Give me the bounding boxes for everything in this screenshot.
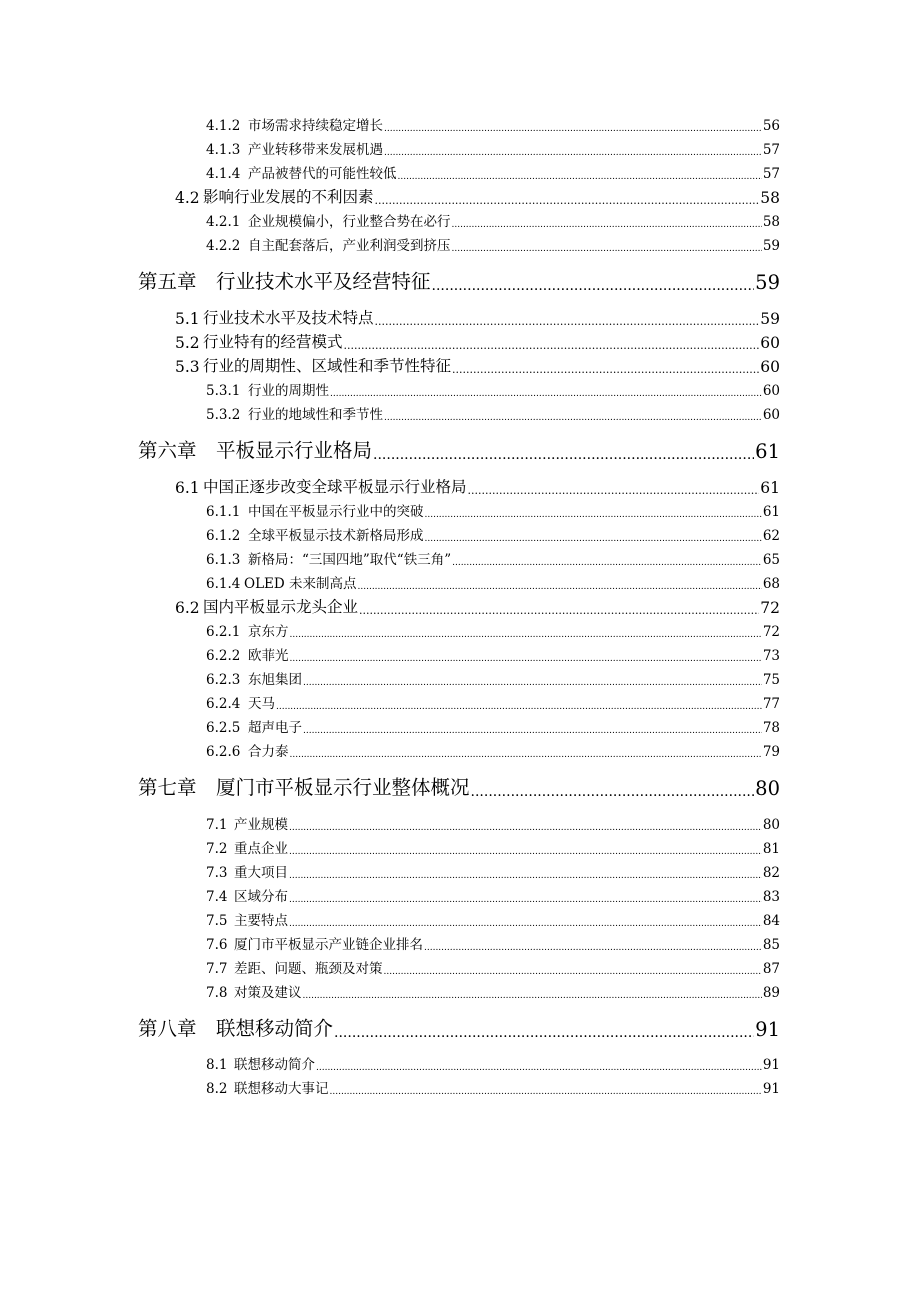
chapter-title: 行业技术水平及经营特征 bbox=[216, 270, 431, 293]
entry-page: 77 bbox=[762, 696, 780, 712]
dot-leader bbox=[452, 358, 759, 376]
entry-number: 4.2 bbox=[175, 189, 200, 207]
toc-chapter-8[interactable] bbox=[138, 1013, 780, 1041]
dot-leader bbox=[425, 528, 762, 544]
toc-chapter-7[interactable] bbox=[138, 772, 780, 800]
entry-number: 7.6 bbox=[206, 937, 228, 953]
chapter-number: 第七章 bbox=[138, 776, 197, 799]
entry-page: 79 bbox=[762, 744, 780, 760]
entry-number: 6.1.3 bbox=[206, 552, 241, 568]
toc-chapter-5[interactable] bbox=[138, 266, 780, 294]
entry-page: 75 bbox=[762, 672, 780, 688]
entry-number: 7.2 bbox=[206, 841, 228, 857]
entry-title: 产业转移带来发展机遇 bbox=[248, 142, 383, 158]
toc-entry-4-2-2[interactable] bbox=[206, 234, 780, 254]
dot-leader bbox=[303, 672, 762, 688]
dot-leader bbox=[290, 744, 762, 760]
entry-number: 4.1.3 bbox=[206, 142, 241, 158]
entry-number: 5.3.1 bbox=[206, 383, 241, 399]
dot-leader bbox=[289, 841, 762, 857]
entry-number: 4.2.1 bbox=[206, 214, 241, 230]
entry-title: 新格局：“三国四地”取代“铁三角” bbox=[248, 552, 452, 568]
entry-number: 6.1.1 bbox=[206, 504, 241, 520]
toc-entry-4-1-3[interactable] bbox=[206, 138, 780, 158]
entry-number: 5.3.2 bbox=[206, 407, 241, 423]
dot-leader bbox=[344, 334, 760, 352]
toc-entry-7-6[interactable] bbox=[206, 933, 780, 953]
dot-leader bbox=[334, 1019, 754, 1041]
entry-title: 全球平板显示技术新格局形成 bbox=[248, 528, 424, 544]
toc-entry-4-2[interactable] bbox=[175, 185, 780, 207]
entry-number: 6.2 bbox=[175, 599, 200, 617]
dot-leader bbox=[384, 142, 762, 158]
entry-title: 国内平板显示龙头企业 bbox=[203, 598, 359, 616]
chapter-title: 平板显示行业格局 bbox=[216, 439, 373, 462]
dot-leader bbox=[384, 407, 762, 423]
entry-title: 对策及建议 bbox=[234, 985, 302, 1001]
dot-leader bbox=[289, 913, 762, 929]
toc-entry-6-2-1[interactable] bbox=[206, 620, 780, 640]
entry-page: 81 bbox=[762, 841, 780, 857]
entry-title: 市场需求持续稳定增长 bbox=[248, 118, 383, 134]
dot-leader bbox=[373, 441, 754, 463]
entry-title: 京东方 bbox=[248, 624, 289, 640]
entry-number: 4.1.4 bbox=[206, 166, 241, 182]
entry-title: 差距、问题、瓶颈及对策 bbox=[234, 961, 383, 977]
entry-title: 区域分布 bbox=[234, 889, 288, 905]
dot-leader bbox=[289, 865, 762, 881]
entry-title: 自主配套落后，产业利润受到挤压 bbox=[248, 238, 451, 254]
dot-leader bbox=[289, 889, 762, 905]
entry-number: 8.2 bbox=[206, 1081, 228, 1097]
entry-number: 6.2.3 bbox=[206, 672, 241, 688]
entry-number: 6.2.5 bbox=[206, 720, 241, 736]
entry-title: 东旭集团 bbox=[248, 672, 302, 688]
dot-leader bbox=[432, 272, 755, 294]
entry-number: 6.2.4 bbox=[206, 696, 241, 712]
entry-page: 60 bbox=[760, 358, 780, 376]
toc-entry-8-1[interactable] bbox=[206, 1053, 780, 1073]
dot-leader bbox=[384, 118, 762, 134]
entry-title: 影响行业发展的不利因素 bbox=[203, 188, 374, 206]
toc-entry-5-2[interactable] bbox=[175, 330, 780, 352]
entry-number: 6.2.6 bbox=[206, 744, 241, 760]
entry-title: 重大项目 bbox=[234, 865, 288, 881]
dot-leader bbox=[452, 214, 762, 230]
entry-title: 联想移动大事记 bbox=[234, 1081, 329, 1097]
entry-title: 企业规模偏小，行业整合势在必行 bbox=[248, 214, 451, 230]
entry-title: 主要特点 bbox=[234, 913, 288, 929]
entry-page: 60 bbox=[762, 407, 780, 423]
entry-page: 85 bbox=[762, 937, 780, 953]
entry-title: 行业的周期性 bbox=[248, 383, 329, 399]
entry-page: 72 bbox=[762, 624, 780, 640]
toc-chapter-6[interactable] bbox=[138, 435, 780, 463]
dot-leader bbox=[398, 166, 762, 182]
toc-entry-7-8[interactable] bbox=[206, 981, 780, 1001]
entry-number: 7.7 bbox=[206, 961, 228, 977]
entry-number: 4.1.2 bbox=[206, 118, 241, 134]
entry-number: 6.2.2 bbox=[206, 648, 241, 664]
entry-number: 5.1 bbox=[175, 310, 200, 328]
toc-entry-7-7[interactable] bbox=[206, 957, 780, 977]
entry-page: 61 bbox=[755, 440, 780, 463]
entry-page: 61 bbox=[762, 504, 780, 520]
dot-leader bbox=[375, 189, 760, 207]
entry-number: 7.3 bbox=[206, 865, 228, 881]
entry-page: 91 bbox=[755, 1018, 780, 1041]
entry-page: 60 bbox=[762, 383, 780, 399]
entry-page: 62 bbox=[762, 528, 780, 544]
entry-page: 89 bbox=[762, 985, 780, 1001]
entry-title: 行业技术水平及技术特点 bbox=[203, 309, 374, 327]
entry-page: 59 bbox=[760, 310, 780, 328]
toc-entry-5-3-2[interactable] bbox=[206, 403, 780, 423]
toc-entry-4-2-1[interactable] bbox=[206, 210, 780, 230]
dot-leader bbox=[358, 576, 762, 592]
entry-title: 天马 bbox=[248, 696, 275, 712]
entry-page: 60 bbox=[760, 334, 780, 352]
toc-entry-6-2-6[interactable] bbox=[206, 740, 780, 760]
entry-page: 72 bbox=[760, 599, 780, 617]
entry-page: 91 bbox=[762, 1057, 780, 1073]
entry-page: 84 bbox=[762, 913, 780, 929]
entry-number: 7.4 bbox=[206, 889, 228, 905]
entry-title: 合力泰 bbox=[248, 744, 289, 760]
entry-title: 行业特有的经营模式 bbox=[203, 333, 343, 351]
entry-number: 5.3 bbox=[175, 358, 200, 376]
entry-page: 78 bbox=[762, 720, 780, 736]
toc-entry-4-1-2[interactable] bbox=[206, 114, 780, 134]
toc-entry-6-1[interactable] bbox=[175, 475, 780, 497]
dot-leader bbox=[471, 778, 755, 800]
entry-title: 重点企业 bbox=[234, 841, 288, 857]
entry-number: 6.1 bbox=[175, 479, 200, 497]
entry-number: 4.2.2 bbox=[206, 238, 241, 254]
toc-entry-6-2-4[interactable] bbox=[206, 692, 780, 712]
dot-leader bbox=[384, 961, 762, 977]
entry-title: 中国正逐步改变全球平板显示行业格局 bbox=[203, 478, 467, 496]
entry-title: 超声电子 bbox=[248, 720, 302, 736]
chapter-title: 联想移动简介 bbox=[216, 1017, 334, 1040]
entry-page: 91 bbox=[762, 1081, 780, 1097]
entry-number: 8.1 bbox=[206, 1057, 228, 1073]
chapter-number: 第六章 bbox=[138, 439, 197, 462]
dot-leader bbox=[290, 648, 762, 664]
toc-entry-4-1-4[interactable] bbox=[206, 162, 780, 182]
toc-entry-7-5[interactable] bbox=[206, 909, 780, 929]
entry-page: 61 bbox=[760, 479, 780, 497]
entry-title: 中国在平板显示行业中的突破 bbox=[248, 504, 424, 520]
entry-page: 59 bbox=[755, 271, 780, 294]
entry-number: 6.1.4 bbox=[206, 576, 241, 592]
toc-entry-7-4[interactable] bbox=[206, 885, 780, 905]
dot-leader bbox=[452, 238, 762, 254]
entry-title: 厦门市平板显示产业链企业排名 bbox=[234, 937, 423, 953]
toc-entry-5-3-1[interactable] bbox=[206, 379, 780, 399]
dot-leader bbox=[424, 937, 762, 953]
dot-leader bbox=[276, 696, 762, 712]
entry-page: 56 bbox=[762, 118, 780, 134]
entry-page: 80 bbox=[755, 777, 780, 800]
toc-entry-5-1[interactable] bbox=[175, 306, 780, 328]
dot-leader bbox=[359, 599, 759, 617]
chapter-title: 厦门市平板显示行业整体概况 bbox=[216, 776, 470, 799]
toc-entry-6-1-4[interactable] bbox=[206, 572, 780, 592]
toc-entry-6-2-5[interactable] bbox=[206, 716, 780, 736]
dot-leader bbox=[303, 985, 762, 1001]
dot-leader bbox=[330, 1081, 762, 1097]
toc-entry-7-1[interactable] bbox=[206, 813, 780, 833]
entry-page: 57 bbox=[762, 142, 780, 158]
entry-number: 7.1 bbox=[206, 817, 228, 833]
toc-entry-6-1-1[interactable] bbox=[206, 500, 780, 520]
toc-entry-6-2-2[interactable] bbox=[206, 644, 780, 664]
dot-leader bbox=[425, 504, 762, 520]
entry-page: 58 bbox=[760, 189, 780, 207]
dot-leader bbox=[375, 310, 760, 328]
entry-page: 58 bbox=[762, 214, 780, 230]
entry-title: 行业的周期性、区域性和季节性特征 bbox=[203, 357, 452, 375]
entry-page: 87 bbox=[762, 961, 780, 977]
dot-leader bbox=[468, 479, 760, 497]
entry-title: 欧菲光 bbox=[248, 648, 289, 664]
entry-page: 73 bbox=[762, 648, 780, 664]
toc-entry-6-1-3[interactable] bbox=[206, 548, 780, 568]
dot-leader bbox=[452, 552, 762, 568]
toc-entry-8-2[interactable] bbox=[206, 1077, 780, 1097]
entry-number: 5.2 bbox=[175, 334, 200, 352]
entry-page: 80 bbox=[762, 817, 780, 833]
dot-leader bbox=[316, 1057, 762, 1073]
dot-leader bbox=[303, 720, 762, 736]
entry-number: 7.8 bbox=[206, 985, 228, 1001]
entry-page: 57 bbox=[762, 166, 780, 182]
entry-title: OLED 未来制高点 bbox=[244, 576, 357, 592]
entry-number: 7.5 bbox=[206, 913, 228, 929]
toc-entry-7-2[interactable] bbox=[206, 837, 780, 857]
toc-entry-6-2-3[interactable] bbox=[206, 668, 780, 688]
entry-page: 82 bbox=[762, 865, 780, 881]
toc-entry-6-2[interactable] bbox=[175, 595, 780, 617]
entry-number: 6.1.2 bbox=[206, 528, 241, 544]
entry-title: 产业规模 bbox=[234, 817, 288, 833]
entry-page: 83 bbox=[762, 889, 780, 905]
entry-number: 6.2.1 bbox=[206, 624, 241, 640]
dot-leader bbox=[330, 383, 762, 399]
toc-entry-7-3[interactable] bbox=[206, 861, 780, 881]
entry-title: 产品被替代的可能性较低 bbox=[248, 166, 397, 182]
dot-leader bbox=[290, 624, 762, 640]
entry-page: 68 bbox=[762, 576, 780, 592]
chapter-number: 第八章 bbox=[138, 1017, 197, 1040]
toc-entry-6-1-2[interactable] bbox=[206, 524, 780, 544]
entry-page: 65 bbox=[762, 552, 780, 568]
entry-title: 行业的地域性和季节性 bbox=[248, 407, 383, 423]
chapter-number: 第五章 bbox=[138, 270, 197, 293]
dot-leader bbox=[289, 817, 762, 833]
entry-page: 59 bbox=[762, 238, 780, 254]
entry-title: 联想移动简介 bbox=[234, 1057, 315, 1073]
toc-entry-5-3[interactable] bbox=[175, 354, 780, 376]
